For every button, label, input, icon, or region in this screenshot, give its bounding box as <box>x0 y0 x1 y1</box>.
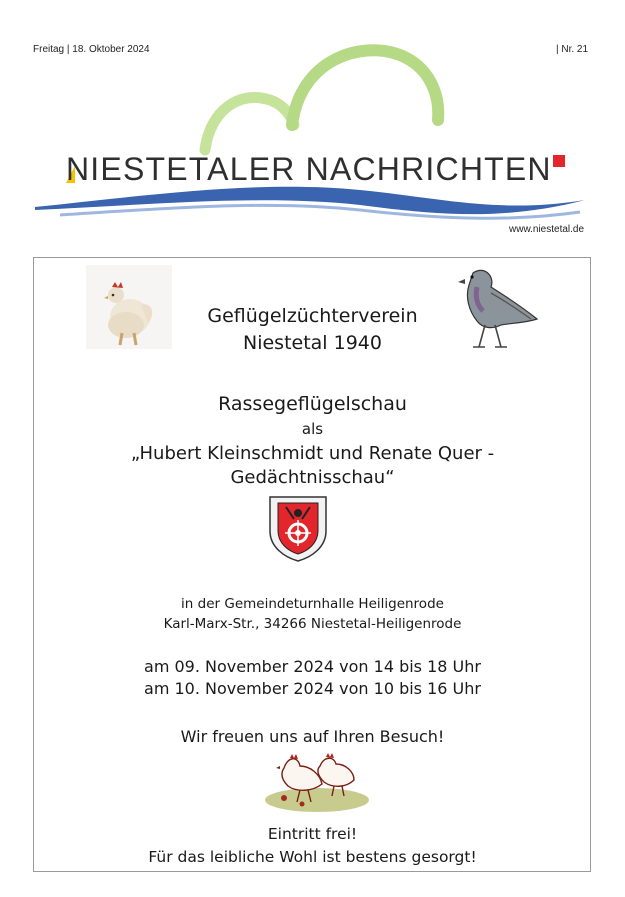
memorial-line1: „Hubert Kleinschmidt und Renate Quer - <box>130 443 495 464</box>
issue-number: | Nr. 21 <box>556 44 589 55</box>
welcome-text: Wir freuen uns auf Ihren Besuch! <box>180 727 445 746</box>
date-line2: am 10. November 2024 von 10 bis 16 Uhr <box>144 679 481 698</box>
hens-illustration <box>262 748 372 814</box>
hill-right-arc <box>292 50 438 125</box>
venue-line2: Karl-Marx-Str., 34266 Niestetal-Heiligenrode <box>163 616 462 632</box>
hill-left-arc <box>205 97 294 150</box>
masthead-title: NIESTETALER NACHRICHTEN <box>66 151 552 187</box>
catering-text: Für das leibliche Wohl ist bestens gesorgt! <box>148 848 477 866</box>
club-coat-of-arms <box>266 491 330 563</box>
event-title: Rassegeflügelschau <box>218 393 407 415</box>
brand-red-square <box>553 155 565 167</box>
issue-date: Freitag | 18. Oktober 2024 <box>33 44 150 55</box>
masthead-logo <box>0 0 625 250</box>
venue-line1: in der Gemeindeturnhalle Heiligenrode <box>181 596 444 612</box>
as-word: als <box>301 420 324 438</box>
admission-text: Eintritt frei! <box>267 825 358 843</box>
date-line1: am 09. November 2024 von 14 bis 18 Uhr <box>144 657 481 676</box>
club-name-line2: Niestetal 1940 <box>243 332 382 354</box>
memorial-line2: Gedächtnisschau“ <box>230 467 395 488</box>
website-url: www.niestetal.de <box>509 224 585 235</box>
club-name-line1: Geflügelzüchterverein <box>207 305 418 327</box>
